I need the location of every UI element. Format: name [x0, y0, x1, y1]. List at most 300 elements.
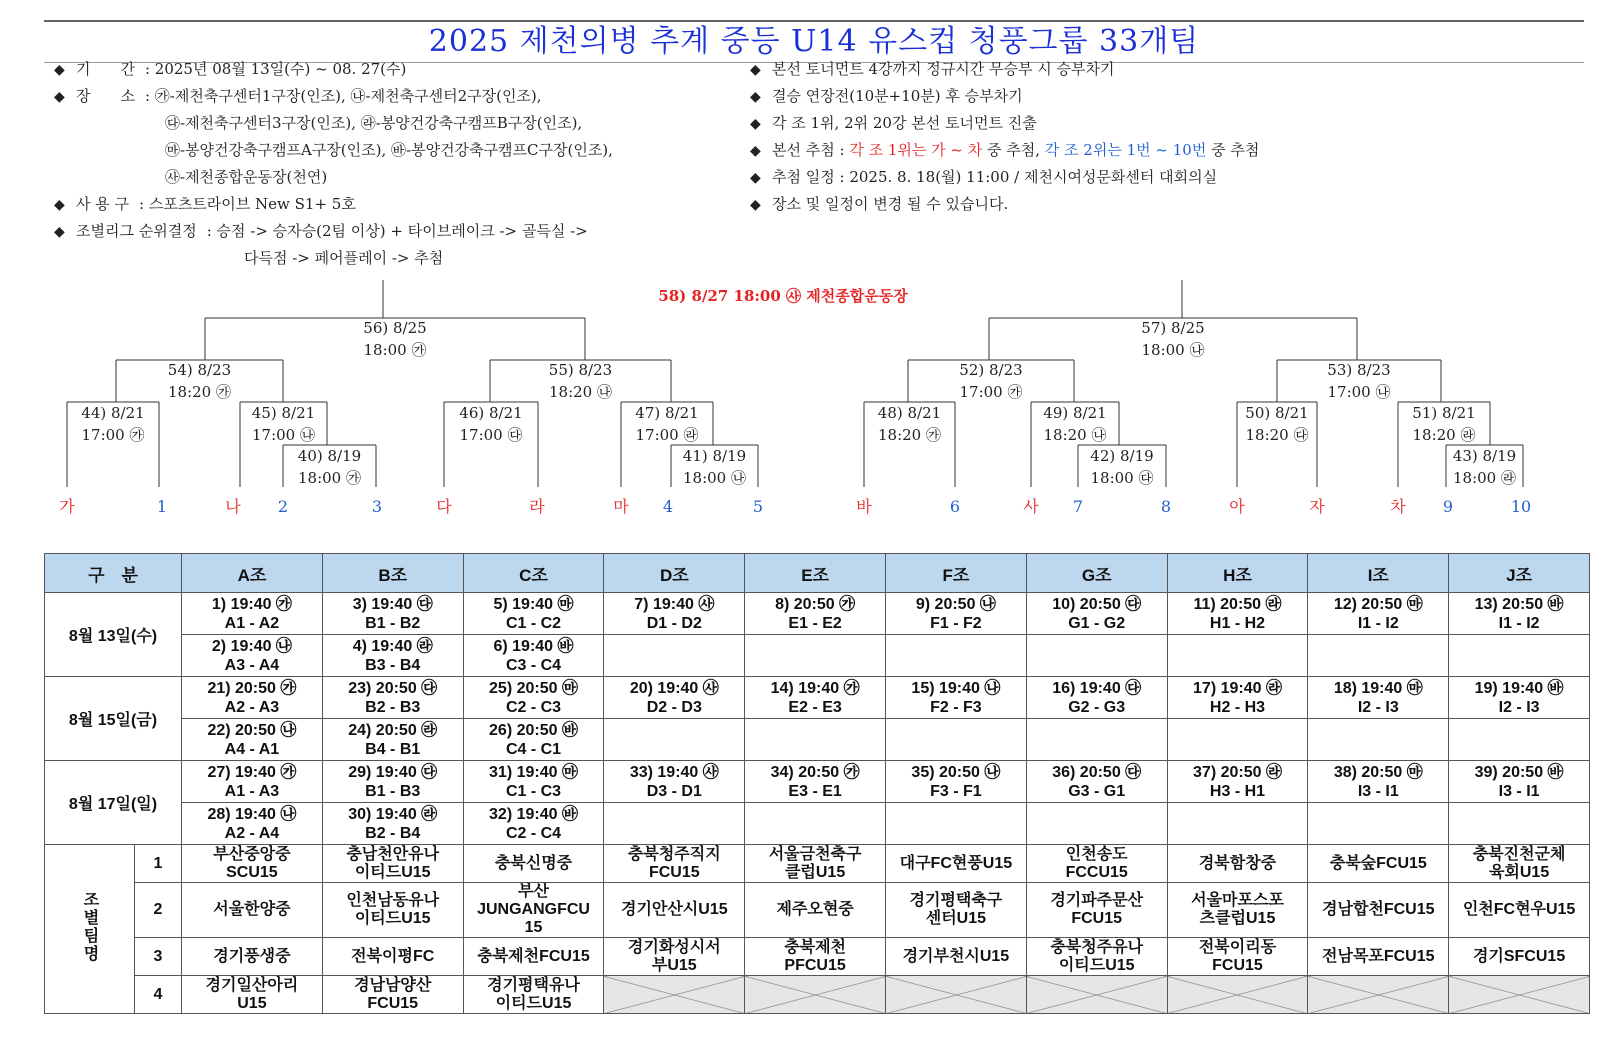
- match-teams: A2 - A4: [224, 824, 280, 842]
- team-name: 충북청주유나 이티드U15: [1026, 938, 1167, 976]
- team-name: 경북함창중: [1167, 845, 1308, 883]
- match-time: 30) 19:40 ㉱: [348, 805, 438, 823]
- header-group: B조: [322, 554, 463, 593]
- match-teams: I2 - I3: [1357, 698, 1399, 716]
- match-teams: A1 - A2: [224, 614, 280, 632]
- bullet-icon: ◆: [54, 62, 65, 78]
- team-row: [45, 845, 1590, 883]
- match-cell: [322, 635, 463, 677]
- match-cell: [463, 677, 604, 719]
- team-name: 경기평택축구 센터U15: [886, 883, 1027, 938]
- draw-mid: 중 추첨,: [982, 141, 1045, 159]
- match-time: 9) 20:50 ㉯: [915, 595, 996, 613]
- match-cell: [322, 677, 463, 719]
- team-name: 서울한양중: [182, 883, 323, 938]
- team-name: 인천FC현우U15: [1449, 883, 1590, 938]
- match-teams: F1 - F2: [930, 614, 982, 632]
- team-name: 경남합천FCU15: [1308, 883, 1449, 938]
- header-group: I조: [1308, 554, 1449, 593]
- empty-team-cell: [1449, 976, 1590, 1014]
- info-text: ㉲-봉양건강축구캠프A구장(인조), ㉳-봉양건강축구캠프C구장(인조),: [165, 141, 613, 159]
- bracket-slot-label: 다: [436, 497, 452, 516]
- round16-match-label: 17:00 ㉰: [459, 426, 523, 444]
- rule-final-extra-time: 결승 연장전(10분+10분) 후 승부차기: [772, 87, 1023, 105]
- match-cell: [463, 719, 604, 761]
- bracket-slot-label: 차: [1390, 497, 1406, 516]
- match-time: 1) 19:40 ㉮: [211, 595, 292, 613]
- match-teams: G1 - G2: [1068, 614, 1126, 632]
- match-time: 3) 19:40 ㉰: [352, 595, 433, 613]
- empty-team-cell: [1167, 976, 1308, 1014]
- match-teams: E3 - E1: [788, 782, 842, 800]
- match-cell: [886, 677, 1027, 719]
- team-section-label: [45, 845, 135, 1014]
- empty-cell: [1167, 803, 1308, 845]
- round16-match-label: 18:20 ㉯: [1043, 426, 1107, 444]
- info-text: : 스포츠트라이브 New S1+ 5호: [139, 195, 356, 213]
- info-row: [54, 83, 613, 110]
- match-time: 23) 20:50 ㉰: [348, 679, 438, 697]
- bullet-icon: ◆: [750, 116, 761, 132]
- match-time: 21) 20:50 ㉮: [207, 679, 297, 697]
- match-time: 7) 19:40 ㉴: [634, 595, 715, 613]
- round16-match-label: 17:00 ㉯: [252, 426, 315, 444]
- match-time: 16) 19:40 ㉰: [1052, 679, 1142, 697]
- empty-cell: [1449, 719, 1590, 761]
- match-time: 14) 19:40 ㉮: [770, 679, 860, 697]
- match-cell: [322, 719, 463, 761]
- info-text: ㉰-제천축구센터3구장(인조), ㉱-봉양건강축구캠프B구장(인조),: [165, 114, 583, 132]
- bracket-slot-label: 4: [662, 497, 674, 516]
- round16-match-label: 48) 8/21: [877, 404, 942, 422]
- empty-cell: [1308, 635, 1449, 677]
- team-name: 부산 JUNGANGFCU 15: [463, 883, 604, 938]
- empty-team-cell: [1308, 976, 1449, 1014]
- bracket-slot-label: 나: [225, 497, 241, 516]
- draw-first-place: 각 조 1위는 가 ~ 차: [849, 141, 983, 159]
- empty-cell: [886, 803, 1027, 845]
- bracket-slot-label: 아: [1229, 497, 1245, 516]
- match-time: 37) 20:50 ㉱: [1193, 763, 1282, 781]
- team-name: 충북제천FCU15: [463, 938, 604, 976]
- match-cell: [463, 635, 604, 677]
- quarterfinal-match-label: 53) 8/23: [1327, 361, 1391, 379]
- match-teams: A3 - A4: [224, 656, 280, 674]
- round16-match-label: 50) 8/21: [1245, 404, 1309, 422]
- info-right: [750, 56, 1259, 218]
- match-teams: B1 - B2: [365, 614, 421, 632]
- match-time: 18) 19:40 ㉲: [1333, 679, 1423, 697]
- match-teams: I3 - I1: [1498, 782, 1540, 800]
- match-time: 20) 19:40 ㉴: [629, 679, 719, 697]
- empty-cell: [1167, 635, 1308, 677]
- match-cell: [463, 803, 604, 845]
- match-teams: B2 - B4: [365, 824, 421, 842]
- match-date: 8월 13일(수): [45, 593, 182, 677]
- match-teams: C1 - C3: [505, 782, 562, 800]
- team-name: 경남남양산 FCU15: [322, 976, 463, 1014]
- bracket-slot-label: 자: [1309, 497, 1325, 516]
- round16-match-label: 17:00 ㉮: [81, 426, 145, 444]
- match-cell: [1167, 593, 1308, 635]
- match-time: 5) 19:40 ㉲: [493, 595, 574, 613]
- match-time: 15) 19:40 ㉯: [911, 679, 1001, 697]
- bracket-slot-label: 2: [277, 497, 289, 516]
- match-cell: [182, 719, 323, 761]
- empty-cell: [745, 719, 886, 761]
- empty-cell: [604, 635, 745, 677]
- match-time: 28) 19:40 ㉯: [207, 805, 297, 823]
- info-text: : 2025년 08월 13일(수) ~ 08. 27(수): [144, 60, 407, 78]
- round16-match-label: 18:20 ㉮: [878, 426, 941, 444]
- match-cell: [463, 761, 604, 803]
- match-cell: [1026, 677, 1167, 719]
- tournament-bracket: [0, 280, 1612, 530]
- empty-cell: [1026, 719, 1167, 761]
- round20-match-label: 18:00 ㉯: [683, 469, 746, 487]
- bracket-slot-label: 라: [529, 497, 545, 516]
- team-name: 충북제천 PFCU15: [745, 938, 886, 976]
- match-teams: C2 - C4: [505, 824, 562, 842]
- match-cell: [745, 593, 886, 635]
- header-group: A조: [182, 554, 323, 593]
- match-cell: [745, 761, 886, 803]
- team-name: 전북이평FC: [322, 938, 463, 976]
- team-name: 부산중앙중 SCU15: [182, 845, 323, 883]
- info-text: 다득점 -> 페어플레이 -> 추첨: [244, 249, 444, 267]
- round16-match-label: 18:20 ㉰: [1245, 426, 1309, 444]
- team-name: 서울금천축구 클럽U15: [745, 845, 886, 883]
- match-time: 31) 19:40 ㉲: [489, 763, 578, 781]
- team-row: [45, 938, 1590, 976]
- draw-second-place: 각 조 2위는 1번 ~ 10번: [1044, 141, 1207, 159]
- round16-match-label: 17:00 ㉱: [635, 426, 699, 444]
- quarterfinal-match-label: 18:20 ㉯: [549, 383, 612, 401]
- empty-cell: [604, 803, 745, 845]
- header-group: E조: [745, 554, 886, 593]
- match-teams: E1 - E2: [788, 614, 842, 632]
- round20-match-label: 41) 8/19: [682, 447, 747, 465]
- empty-cell: [1308, 803, 1449, 845]
- round16-match-label: 46) 8/21: [459, 404, 523, 422]
- match-time: 24) 20:50 ㉱: [348, 721, 438, 739]
- match-cell: [886, 593, 1027, 635]
- round20-match-label: 42) 8/19: [1090, 447, 1154, 465]
- header-group: G조: [1026, 554, 1167, 593]
- match-time: 2) 19:40 ㉯: [211, 637, 292, 655]
- team-name: 경기SFCU15: [1449, 938, 1590, 976]
- info-text: : 승점 -> 승자승(2팀 이상) + 타이브레이크 -> 골득실 ->: [206, 222, 588, 240]
- bracket-slot-label: 5: [752, 497, 764, 516]
- info-label: 조별리그 순위결정: [76, 222, 197, 240]
- info-text: : ㉮-제천축구센터1구장(인조), ㉯-제천축구센터2구장(인조),: [144, 87, 542, 105]
- match-cell: [182, 677, 323, 719]
- schedule-row: [45, 635, 1590, 677]
- info-row: [54, 191, 613, 218]
- match-teams: C2 - C3: [505, 698, 562, 716]
- team-name: 인천남동유나 이티드U15: [322, 883, 463, 938]
- match-teams: A2 - A3: [224, 698, 280, 716]
- match-teams: C3 - C4: [505, 656, 562, 674]
- match-cell: [604, 677, 745, 719]
- empty-team-cell: [745, 976, 886, 1014]
- bullet-icon: ◆: [54, 224, 65, 240]
- match-time: 33) 19:40 ㉴: [629, 763, 719, 781]
- schedule-row: [45, 719, 1590, 761]
- final-match-label: 58) 8/27 18:00 ㉴ 제천종합운동장: [658, 287, 908, 305]
- match-time: 17) 19:40 ㉱: [1193, 679, 1282, 697]
- bracket-slot-label: 8: [1160, 497, 1172, 516]
- team-name: 전북이리동 FCU15: [1167, 938, 1308, 976]
- match-teams: C4 - C1: [505, 740, 562, 758]
- match-cell: [463, 593, 604, 635]
- semifinal-match-label: 18:00 ㉮: [363, 341, 427, 359]
- match-teams: D2 - D3: [646, 698, 702, 716]
- team-name: 인천송도 FCCU15: [1026, 845, 1167, 883]
- draw-label: 본선 추첨 :: [772, 141, 850, 159]
- match-time: 19) 19:40 ㉳: [1474, 679, 1564, 697]
- team-name: 대구FC현풍U15: [886, 845, 1027, 883]
- header-group: C조: [463, 554, 604, 593]
- team-section-text: 조별팀명: [81, 890, 98, 963]
- team-name: 경기파주문산 FCU15: [1026, 883, 1167, 938]
- match-cell: [322, 593, 463, 635]
- match-teams: A1 - A3: [224, 782, 280, 800]
- team-seed-number: 3: [135, 938, 182, 976]
- match-teams: I1 - I2: [1498, 614, 1540, 632]
- draw-schedule: 추첨 일정 : 2025. 8. 18(월) 11:00 / 제천시여성문화센터 대회의실: [772, 168, 1218, 186]
- match-teams: H1 - H2: [1209, 614, 1266, 632]
- quarterfinal-match-label: 54) 8/23: [167, 361, 232, 379]
- team-name: 경기일산아리 U15: [182, 976, 323, 1014]
- match-time: 38) 20:50 ㉲: [1333, 763, 1423, 781]
- schedule-header-row: [45, 554, 1590, 593]
- info-label: 기 간: [76, 60, 135, 78]
- match-teams: I1 - I2: [1357, 614, 1399, 632]
- quarterfinal-match-label: 17:00 ㉮: [959, 383, 1023, 401]
- rule-shootout: 본선 토너먼트 4강까지 정규시간 무승부 시 승부차기: [772, 60, 1115, 78]
- match-cell: [1167, 677, 1308, 719]
- match-date: 8월 15일(금): [45, 677, 182, 761]
- empty-cell: [1026, 635, 1167, 677]
- match-cell: [1449, 761, 1590, 803]
- match-teams: B1 - B3: [365, 782, 421, 800]
- empty-cell: [1449, 803, 1590, 845]
- bracket-slot-label: 7: [1072, 497, 1084, 516]
- match-time: 22) 20:50 ㉯: [207, 721, 297, 739]
- semifinal-match-label: 18:00 ㉯: [1141, 341, 1205, 359]
- header-division: 구 분: [45, 554, 182, 593]
- round16-match-label: 47) 8/21: [635, 404, 699, 422]
- team-name: 경기화성시서 부U15: [604, 938, 745, 976]
- quarterfinal-match-label: 17:00 ㉯: [1327, 383, 1391, 401]
- match-time: 8) 20:50 ㉮: [775, 595, 856, 613]
- match-teams: G3 - G1: [1068, 782, 1126, 800]
- team-name: 충남천안유나 이티드U15: [322, 845, 463, 883]
- match-teams: C1 - C2: [505, 614, 562, 632]
- match-cell: [322, 803, 463, 845]
- info-left: [54, 56, 613, 272]
- empty-cell: [1449, 635, 1590, 677]
- match-time: 26) 20:50 ㉳: [489, 721, 578, 739]
- empty-team-cell: [886, 976, 1027, 1014]
- bullet-icon: ◆: [54, 197, 65, 213]
- match-cell: [322, 761, 463, 803]
- round20-match-label: 40) 8/19: [297, 447, 362, 465]
- bracket-slot-label: 사: [1023, 497, 1039, 516]
- empty-cell: [745, 803, 886, 845]
- match-time: 10) 20:50 ㉰: [1052, 595, 1142, 613]
- match-teams: I2 - I3: [1498, 698, 1540, 716]
- match-cell: [1449, 593, 1590, 635]
- team-name: 전남목포FCU15: [1308, 938, 1449, 976]
- match-teams: E2 - E3: [788, 698, 842, 716]
- round16-match-label: 49) 8/21: [1043, 404, 1107, 422]
- match-date: 8월 17일(일): [45, 761, 182, 845]
- empty-cell: [604, 719, 745, 761]
- info-row: [54, 110, 613, 137]
- team-seed-number: 4: [135, 976, 182, 1014]
- match-time: 35) 20:50 ㉯: [911, 763, 1001, 781]
- match-time: 11) 20:50 ㉱: [1193, 595, 1282, 613]
- team-name: 경기평택유나 이티드U15: [463, 976, 604, 1014]
- bullet-icon: ◆: [750, 197, 761, 213]
- bracket-slot-label: 1: [156, 497, 168, 516]
- info-row: [54, 137, 613, 164]
- match-teams: H2 - H3: [1209, 698, 1266, 716]
- info-row: [54, 245, 613, 272]
- match-time: 6) 19:40 ㉳: [493, 637, 574, 655]
- match-time: 25) 20:50 ㉲: [489, 679, 578, 697]
- match-teams: A4 - A1: [224, 740, 280, 758]
- bullet-icon: ◆: [750, 89, 761, 105]
- bullet-icon: ◆: [750, 170, 761, 186]
- bullet-icon: ◆: [750, 62, 761, 78]
- team-seed-number: 1: [135, 845, 182, 883]
- match-time: 4) 19:40 ㉱: [352, 637, 433, 655]
- empty-cell: [1167, 719, 1308, 761]
- info-label: 사 용 구: [76, 195, 130, 213]
- round20-match-label: 18:00 ㉱: [1453, 469, 1516, 487]
- team-name: 경기부천시U15: [886, 938, 1027, 976]
- round20-match-label: 18:00 ㉮: [298, 469, 361, 487]
- team-name: 제주오현중: [745, 883, 886, 938]
- team-name: 경기안산시U15: [604, 883, 745, 938]
- team-seed-number: 2: [135, 883, 182, 938]
- round16-match-label: 51) 8/21: [1412, 404, 1476, 422]
- page-title: 2025 제천의병 추계 중등 U14 유스컵 청풍그룹 33개팀: [44, 20, 1584, 63]
- team-name: 경기풍생중: [182, 938, 323, 976]
- team-name: 충북숲FCU15: [1308, 845, 1449, 883]
- bracket-slot-label: 10: [1510, 497, 1532, 516]
- rule-advance: 각 조 1위, 2위 20강 본선 토너먼트 진출: [772, 114, 1037, 132]
- match-cell: [182, 761, 323, 803]
- match-time: 27) 19:40 ㉮: [207, 763, 297, 781]
- empty-team-cell: [1026, 976, 1167, 1014]
- info-row: [54, 164, 613, 191]
- match-teams: B2 - B3: [365, 698, 421, 716]
- round20-match-label: 43) 8/19: [1452, 447, 1517, 465]
- bullet-icon: ◆: [750, 143, 761, 159]
- match-cell: [604, 593, 745, 635]
- schedule-row: [45, 761, 1590, 803]
- match-teams: D3 - D1: [646, 782, 702, 800]
- match-cell: [1308, 593, 1449, 635]
- match-cell: [745, 677, 886, 719]
- match-cell: [1026, 761, 1167, 803]
- team-name: 충북진천군체 육회U15: [1449, 845, 1590, 883]
- header-group: J조: [1449, 554, 1590, 593]
- match-teams: B4 - B1: [365, 740, 421, 758]
- match-teams: B3 - B4: [365, 656, 421, 674]
- team-row: [45, 883, 1590, 938]
- match-time: 13) 20:50 ㉳: [1474, 595, 1564, 613]
- bracket-slot-label: 9: [1442, 497, 1454, 516]
- schedule-row: [45, 803, 1590, 845]
- match-teams: D1 - D2: [646, 614, 702, 632]
- round16-match-label: 45) 8/21: [251, 404, 316, 422]
- match-cell: [604, 761, 745, 803]
- quarterfinal-match-label: 52) 8/23: [959, 361, 1023, 379]
- team-name: 충북신명중: [463, 845, 604, 883]
- bullet-icon: ◆: [54, 89, 65, 105]
- empty-cell: [886, 719, 1027, 761]
- match-time: 36) 20:50 ㉰: [1052, 763, 1142, 781]
- match-time: 32) 19:40 ㉳: [489, 805, 578, 823]
- team-name: 서울마포스포 츠클럽U15: [1167, 883, 1308, 938]
- match-cell: [1449, 677, 1590, 719]
- team-name: 충북청주직지 FCU15: [604, 845, 745, 883]
- empty-cell: [1308, 719, 1449, 761]
- round16-match-label: 44) 8/21: [81, 404, 145, 422]
- bracket-slot-label: 3: [371, 497, 383, 516]
- empty-cell: [745, 635, 886, 677]
- info-label: 장 소: [76, 87, 135, 105]
- match-time: 29) 19:40 ㉰: [348, 763, 438, 781]
- header-group: F조: [886, 554, 1027, 593]
- match-cell: [886, 761, 1027, 803]
- match-teams: F3 - F1: [930, 782, 982, 800]
- round16-match-label: 18:20 ㉱: [1412, 426, 1476, 444]
- match-time: 12) 20:50 ㉲: [1333, 595, 1423, 613]
- match-cell: [182, 593, 323, 635]
- match-time: 39) 20:50 ㉳: [1474, 763, 1564, 781]
- bracket-slot-label: 가: [59, 497, 75, 516]
- header-group: D조: [604, 554, 745, 593]
- empty-cell: [886, 635, 1027, 677]
- semifinal-match-label: 57) 8/25: [1141, 319, 1205, 337]
- quarterfinal-match-label: 18:20 ㉮: [168, 383, 231, 401]
- round20-match-label: 18:00 ㉰: [1090, 469, 1154, 487]
- match-cell: [182, 635, 323, 677]
- team-row: [45, 976, 1590, 1014]
- match-cell: [1308, 761, 1449, 803]
- info-row: [54, 56, 613, 83]
- match-teams: F2 - F3: [930, 698, 982, 716]
- draw-end: 중 추첨: [1206, 141, 1260, 159]
- match-cell: [182, 803, 323, 845]
- bracket-slot-label: 6: [949, 497, 961, 516]
- match-teams: H3 - H1: [1209, 782, 1266, 800]
- schedule-row: [45, 677, 1590, 719]
- schedule-table: [44, 553, 1590, 1014]
- info-row: [54, 218, 613, 245]
- schedule-row: [45, 593, 1590, 635]
- empty-team-cell: [604, 976, 745, 1014]
- match-teams: I3 - I1: [1357, 782, 1399, 800]
- match-cell: [1308, 677, 1449, 719]
- bracket-slot-label: 바: [856, 497, 872, 516]
